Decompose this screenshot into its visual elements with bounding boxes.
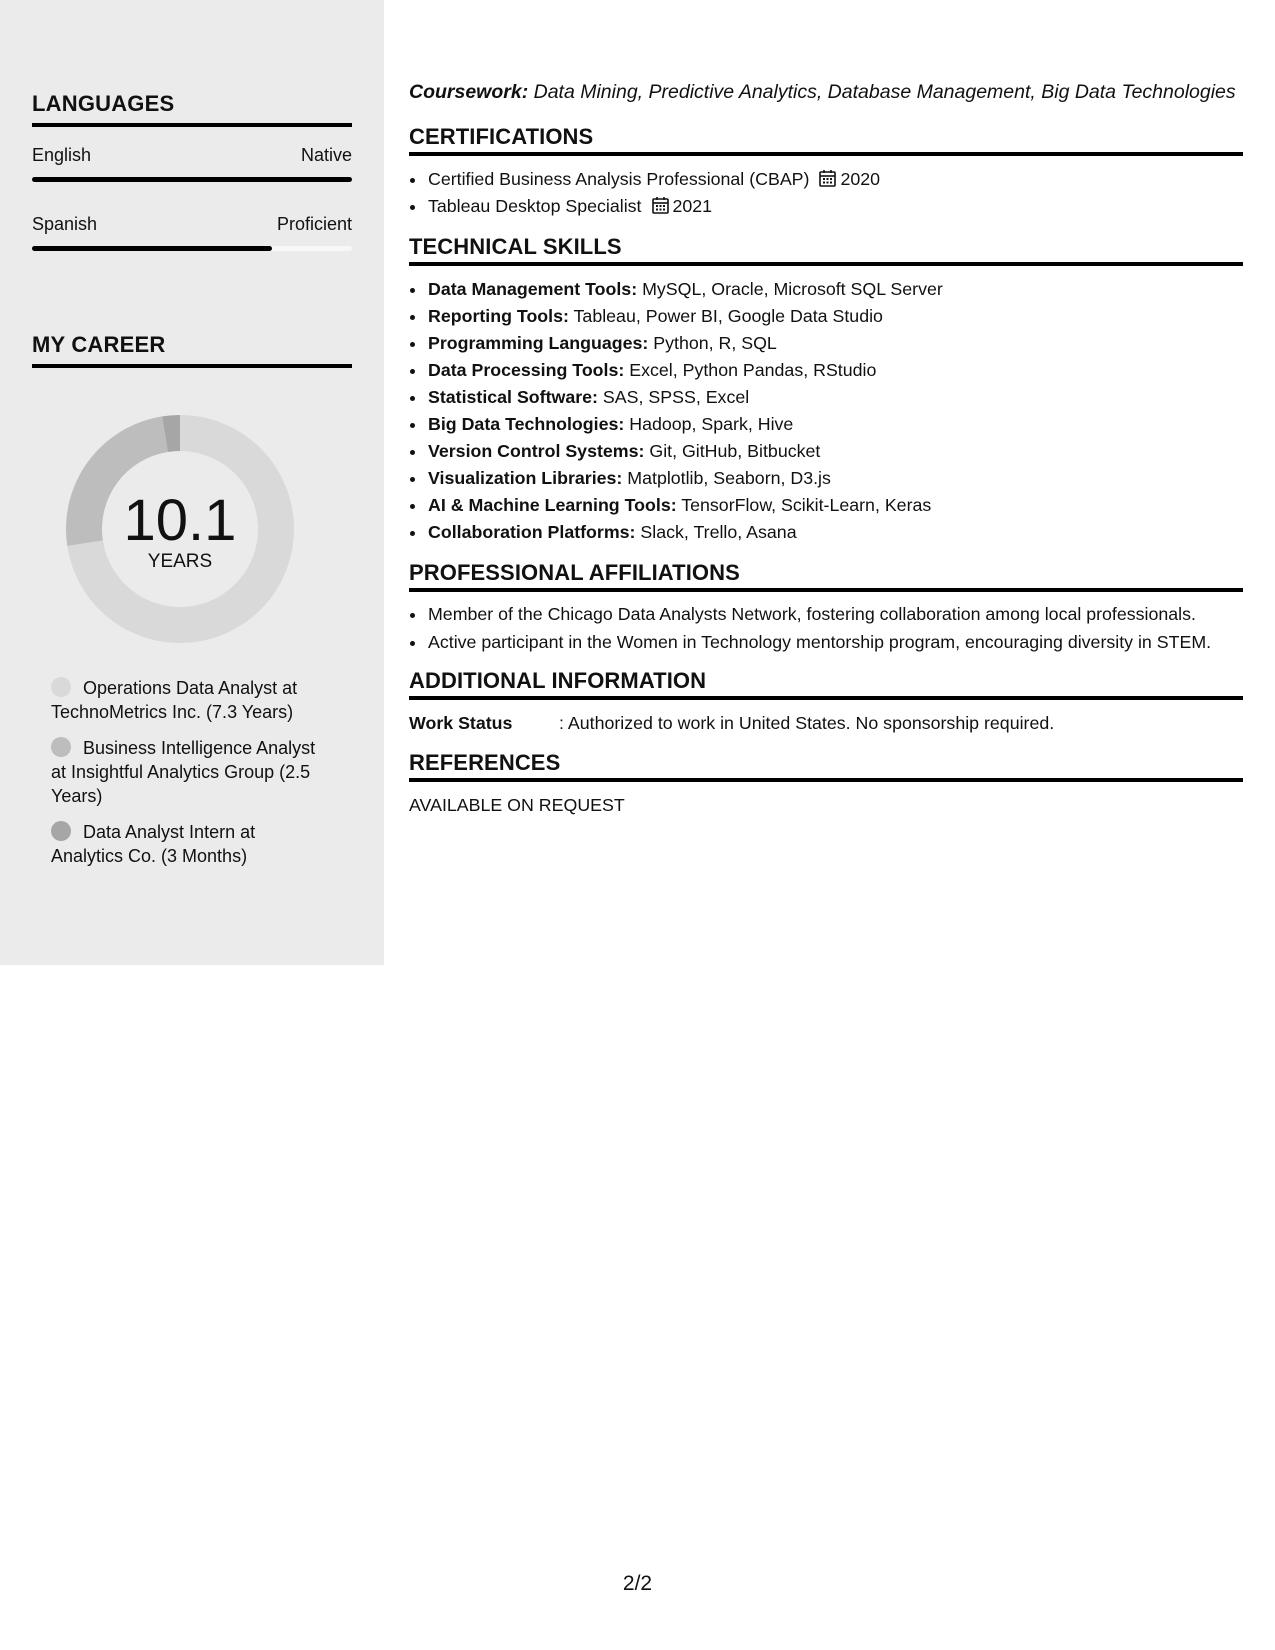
- skill-label: Version Control Systems:: [428, 441, 645, 461]
- languages-heading: LANGUAGES: [32, 91, 352, 127]
- references-text: AVAILABLE ON REQUEST: [409, 795, 625, 815]
- skill-item: [427, 330, 1243, 357]
- work-status-label: Work Status: [409, 713, 513, 733]
- skill-item: [427, 519, 1243, 546]
- sidebar: [0, 0, 384, 965]
- skill-value: Git, GitHub, Bitbucket: [649, 441, 821, 461]
- technical-skills-list: [409, 276, 1243, 546]
- skill-label: Statistical Software:: [428, 387, 598, 407]
- skill-label: Programming Languages:: [428, 333, 649, 353]
- technical-skills-heading: TECHNICAL SKILLS: [409, 234, 1243, 266]
- skill-item: [427, 492, 1243, 519]
- additional-info-heading: ADDITIONAL INFORMATION: [409, 668, 1243, 700]
- career-legend-dot: [51, 677, 71, 697]
- affiliations-heading: PROFESSIONAL AFFILIATIONS: [409, 560, 1243, 592]
- certification-year: 2020: [840, 169, 881, 189]
- language-proficiency-bar: [32, 246, 352, 251]
- career-item: [51, 820, 316, 868]
- skill-item: [427, 357, 1243, 384]
- affiliation-item: • Member of the Chicago Data Analysts Network, fostering collaboration among local professionals.: [427, 602, 1243, 626]
- language-name: Spanish: [32, 214, 98, 234]
- language-level: Native: [300, 145, 352, 165]
- career-legend-dot: [51, 737, 71, 757]
- skill-item: [427, 276, 1243, 303]
- skill-label: Data Management Tools:: [428, 279, 638, 299]
- skill-item: [427, 303, 1243, 330]
- certifications-heading: CERTIFICATIONS: [409, 124, 1243, 156]
- career-item: [51, 676, 316, 724]
- skill-item: [427, 384, 1243, 411]
- skill-item: [427, 411, 1243, 438]
- skill-label: AI & Machine Learning Tools:: [428, 495, 677, 515]
- skill-label: Reporting Tools:: [428, 306, 569, 326]
- career-heading: MY CAREER: [32, 332, 352, 368]
- main-content: [409, 80, 1243, 818]
- skill-value: MySQL, Oracle, Microsoft SQL Server: [642, 279, 943, 299]
- career-legend-dot: [51, 821, 71, 841]
- skill-item: [427, 438, 1243, 465]
- affiliations-list: [409, 602, 1243, 654]
- career-item-text: Business Intelligence Analyst at Insightful Analytics Group (2.5 Years): [51, 738, 316, 806]
- skill-value: Python, R, SQL: [653, 333, 777, 353]
- language-row-english: [32, 145, 352, 191]
- certification-item: [427, 166, 1243, 193]
- skill-label: Data Processing Tools:: [428, 360, 625, 380]
- skill-value: Tableau, Power BI, Google Data Studio: [573, 306, 883, 326]
- work-status-value: : Authorized to work in United States. No sponsorship required.: [559, 713, 1055, 733]
- coursework-label: Coursework:: [409, 81, 529, 103]
- skill-value: Excel, Python Pandas, RStudio: [629, 360, 877, 380]
- language-proficiency-fill: [32, 246, 272, 251]
- career-total-years: 10.1: [123, 488, 237, 553]
- coursework-text: Data Mining, Predictive Analytics, Database Management, Big Data Technologies: [533, 81, 1236, 103]
- career-list: [51, 676, 316, 880]
- coursework: [409, 80, 1243, 104]
- language-proficiency-fill: [32, 177, 352, 182]
- affiliation-item: • Active participant in the Women in Technology mentorship program, encouraging diversity in STEM.: [427, 630, 1243, 654]
- language-name: English: [32, 145, 92, 165]
- skill-label: Big Data Technologies:: [428, 414, 625, 434]
- skill-value: Matplotlib, Seaborn, D3.js: [627, 468, 831, 488]
- skill-value: Hadoop, Spark, Hive: [629, 414, 794, 434]
- certification-item: [427, 193, 1243, 220]
- skill-value: SAS, SPSS, Excel: [602, 387, 750, 407]
- skill-item: [427, 465, 1243, 492]
- certification-name: Certified Business Analysis Professional (CBAP): [428, 169, 810, 189]
- career-total-unit: YEARS: [147, 551, 213, 572]
- calendar-icon: [652, 196, 669, 214]
- career-item: [51, 736, 316, 808]
- certifications-list: [409, 166, 1243, 220]
- skill-label: Collaboration Platforms:: [428, 522, 636, 542]
- skill-value: Slack, Trello, Asana: [640, 522, 797, 542]
- language-row-spanish: [32, 214, 352, 260]
- skill-label: Visualization Libraries:: [428, 468, 623, 488]
- calendar-icon: [819, 169, 836, 187]
- certification-name: Tableau Desktop Specialist: [428, 196, 642, 216]
- career-item-text: Operations Data Analyst at TechnoMetrics Inc. (7.3 Years): [51, 678, 298, 722]
- skill-value: TensorFlow, Scikit-Learn, Keras: [681, 495, 932, 515]
- references-heading: REFERENCES: [409, 750, 1243, 782]
- language-proficiency-bar: [32, 177, 352, 182]
- work-status-row: [409, 710, 1243, 736]
- career-item-text: Data Analyst Intern at Analytics Co. (3 Months): [51, 822, 256, 866]
- page-number: 2/2: [622, 1572, 653, 1595]
- certification-year: 2021: [672, 196, 713, 216]
- language-level: Proficient: [276, 214, 352, 234]
